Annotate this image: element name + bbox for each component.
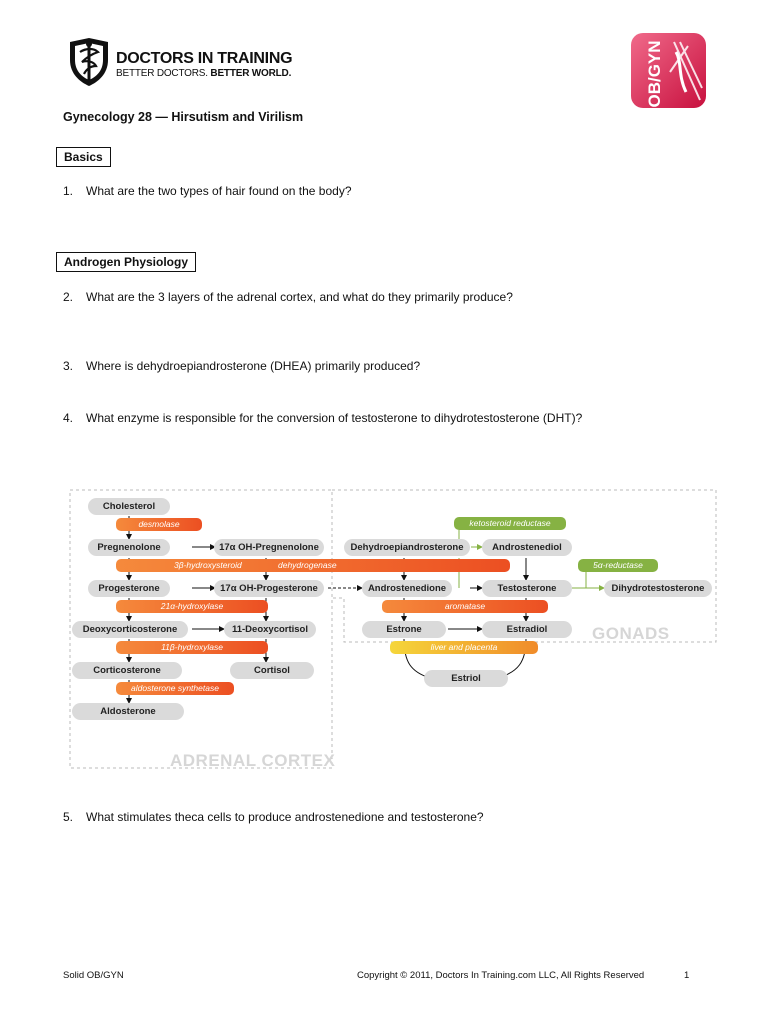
obgyn-badge-icon <box>630 32 707 109</box>
steroidogenesis-diagram <box>66 482 726 774</box>
question-2 <box>63 290 513 304</box>
compound-androstenedione: Androstenedione <box>362 580 452 597</box>
compound-dhea: Dehydroepiandrosterone <box>344 539 470 556</box>
enzyme-aromatase: aromatase <box>382 600 548 613</box>
compound-cholesterol: Cholesterol <box>88 498 170 515</box>
compound-estriol: Estriol <box>424 670 508 687</box>
question-text: What stimulates theca cells to produce androstenedione and testosterone? <box>86 810 484 824</box>
compound-dihydrotestosterone: Dihydrotestosterone <box>604 580 712 597</box>
compound-11-deoxycortisol: 11-Deoxycortisol <box>224 621 316 638</box>
compound-aldosterone: Aldosterone <box>72 703 184 720</box>
enzyme-3b-hsd-part2: dehydrogenase <box>278 560 337 570</box>
shield-caduceus-icon <box>66 36 112 88</box>
footer-page-number: 1 <box>684 970 690 981</box>
enzyme-11b-hydroxylase: 11β-hydroxylase <box>116 641 268 654</box>
question-number: 1. <box>63 184 74 198</box>
region-adrenal-cortex-label: ADRENAL CORTEX <box>170 751 336 770</box>
question-text: What are the two types of hair found on the body? <box>86 184 352 198</box>
compound-pregnenolone: Pregnenolone <box>88 539 170 556</box>
brand-tagline <box>116 68 291 79</box>
section-basics: Basics <box>56 147 111 167</box>
brand-name: DOCTORS IN TRAINING <box>116 50 293 67</box>
question-number: 2. <box>63 290 74 304</box>
document-title: Gynecology 28 — Hirsutism and Virilism <box>63 110 304 124</box>
question-text: Where is dehydroepiandrosterone (DHEA) primarily produced? <box>86 359 421 373</box>
doctors-in-training-logo <box>66 36 293 88</box>
enzyme-aldosterone-synthetase: aldosterone synthetase <box>116 682 234 695</box>
compound-17oh-pregnenolone: 17α OH-Pregnenolone <box>214 539 324 556</box>
region-gonads-label: GONADS <box>592 624 670 643</box>
question-text: What are the 3 layers of the adrenal cortex, and what do they primarily produce? <box>86 290 513 304</box>
compound-androstenediol: Androstenediol <box>482 539 572 556</box>
footer-copyright: Copyright © 2011, Doctors In Training.com LLC, All Rights Reserved <box>357 970 645 981</box>
compound-cortisol: Cortisol <box>230 662 314 679</box>
brand-tagline-part2: BETTER WORLD. <box>210 68 292 79</box>
compound-estrone: Estrone <box>362 621 446 638</box>
question-1 <box>63 184 352 198</box>
section-androgen-physiology: Androgen Physiology <box>56 252 196 272</box>
enzyme-ketosteroid-reductase: ketosteroid reductase <box>454 517 566 530</box>
question-number: 3. <box>63 359 74 373</box>
compound-estradiol: Estradiol <box>482 621 572 638</box>
enzyme-5a-reductase: 5α-reductase <box>578 559 658 572</box>
enzyme-3b-hsd <box>116 559 510 572</box>
footer-left: Solid OB/GYN <box>63 970 124 981</box>
question-text: What enzyme is responsible for the conversion of testosterone to dihydrotestosterone (DHT)? <box>86 411 583 425</box>
question-number: 4. <box>63 411 74 425</box>
compound-deoxycorticosterone: Deoxycorticosterone <box>72 621 188 638</box>
enzyme-liver-placenta: liver and placenta <box>390 641 538 654</box>
question-3 <box>63 359 420 373</box>
badge-text: OB/GYN <box>645 40 664 108</box>
compound-17oh-progesterone: 17α OH-Progesterone <box>214 580 324 597</box>
enzyme-21-hydroxylase: 21α-hydroxylase <box>116 600 268 613</box>
enzyme-3b-hsd-part1: 3β-hydroxysteroid <box>174 560 242 570</box>
question-number: 5. <box>63 810 74 824</box>
question-5 <box>63 810 484 824</box>
brand-tagline-part1: BETTER DOCTORS. <box>116 68 208 79</box>
enzyme-desmolase: desmolase <box>116 518 202 531</box>
compound-progesterone: Progesterone <box>88 580 170 597</box>
question-4 <box>63 411 582 425</box>
obgyn-badge <box>630 32 707 109</box>
compound-testosterone: Testosterone <box>482 580 572 597</box>
compound-corticosterone: Corticosterone <box>72 662 182 679</box>
